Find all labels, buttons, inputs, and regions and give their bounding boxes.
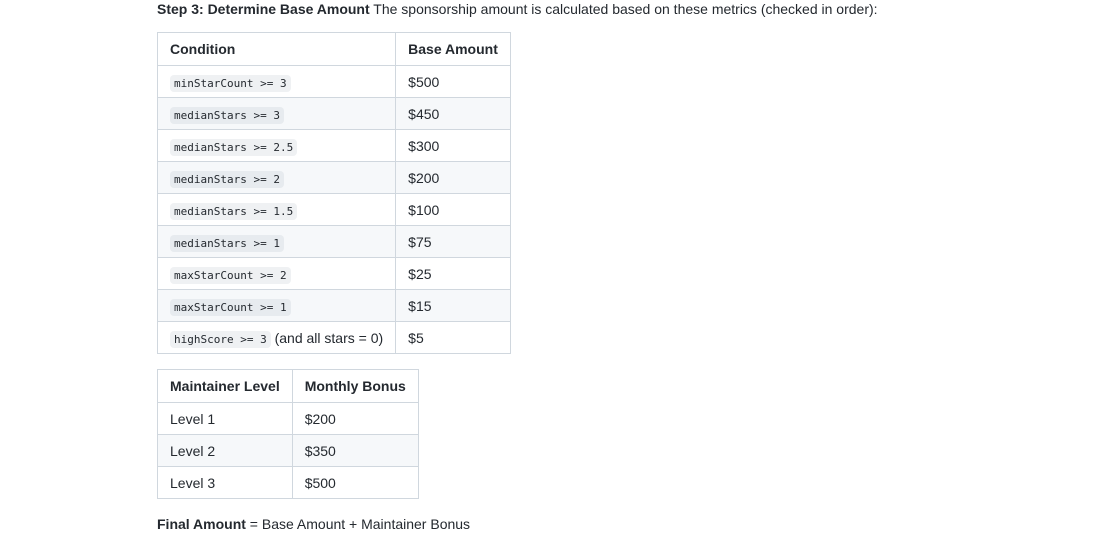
amount-cell: $200 xyxy=(396,162,511,194)
table-header-row xyxy=(158,33,511,66)
step-description: The sponsorship amount is calculated based on these metrics (checked in order): xyxy=(373,1,878,17)
condition-cell xyxy=(158,98,396,130)
condition-cell xyxy=(158,322,396,354)
condition-code: minStarCount >= 3 xyxy=(170,75,291,92)
maintainer-level-header: Maintainer Level xyxy=(158,370,293,403)
monthly-bonus-header: Monthly Bonus xyxy=(292,370,418,403)
condition-code: medianStars >= 1.5 xyxy=(170,203,297,220)
amount-cell: $5 xyxy=(396,322,511,354)
final-amount-formula: = Base Amount + Maintainer Bonus xyxy=(245,516,471,532)
condition-cell xyxy=(158,290,396,322)
condition-code: medianStars >= 2.5 xyxy=(170,139,297,156)
table-row xyxy=(158,467,419,499)
amount-cell: $15 xyxy=(396,290,511,322)
condition-cell xyxy=(158,258,396,290)
bonus-cell: $200 xyxy=(292,403,418,435)
condition-cell xyxy=(158,194,396,226)
condition-code: maxStarCount >= 2 xyxy=(170,267,291,284)
table-row xyxy=(158,66,511,98)
table-header-row xyxy=(158,370,419,403)
final-amount-paragraph xyxy=(157,515,470,533)
table-row xyxy=(158,322,511,354)
amount-cell: $500 xyxy=(396,66,511,98)
amount-cell: $450 xyxy=(396,98,511,130)
step-3-paragraph xyxy=(157,0,1057,18)
condition-cell xyxy=(158,226,396,258)
condition-code: maxStarCount >= 1 xyxy=(170,299,291,316)
table-row xyxy=(158,162,511,194)
maintainer-bonus-table xyxy=(157,369,419,499)
level-cell: Level 1 xyxy=(158,403,293,435)
table-row xyxy=(158,290,511,322)
level-cell: Level 3 xyxy=(158,467,293,499)
table-row xyxy=(158,98,511,130)
amount-cell: $300 xyxy=(396,130,511,162)
level-cell: Level 2 xyxy=(158,435,293,467)
amount-cell: $100 xyxy=(396,194,511,226)
table-row xyxy=(158,130,511,162)
table-row xyxy=(158,403,419,435)
base-amount-table xyxy=(157,32,511,354)
final-amount-label: Final Amount xyxy=(157,516,246,532)
table-row xyxy=(158,258,511,290)
table-row xyxy=(158,194,511,226)
table-row xyxy=(158,226,511,258)
condition-suffix: (and all stars = 0) xyxy=(270,329,384,346)
table-row xyxy=(158,435,419,467)
condition-code: medianStars >= 3 xyxy=(170,107,284,124)
condition-cell xyxy=(158,66,396,98)
bonus-cell: $500 xyxy=(292,467,418,499)
markdown-content xyxy=(157,0,1057,532)
step-heading: Step 3: Determine Base Amount xyxy=(157,1,370,17)
amount-cell: $25 xyxy=(396,258,511,290)
condition-cell xyxy=(158,130,396,162)
amount-cell: $75 xyxy=(396,226,511,258)
bonus-cell: $350 xyxy=(292,435,418,467)
condition-code: medianStars >= 2 xyxy=(170,171,284,188)
condition-header: Condition xyxy=(158,33,396,66)
base-amount-header: Base Amount xyxy=(396,33,511,66)
condition-code: highScore >= 3 xyxy=(170,331,271,348)
condition-cell xyxy=(158,162,396,194)
condition-code: medianStars >= 1 xyxy=(170,235,284,252)
